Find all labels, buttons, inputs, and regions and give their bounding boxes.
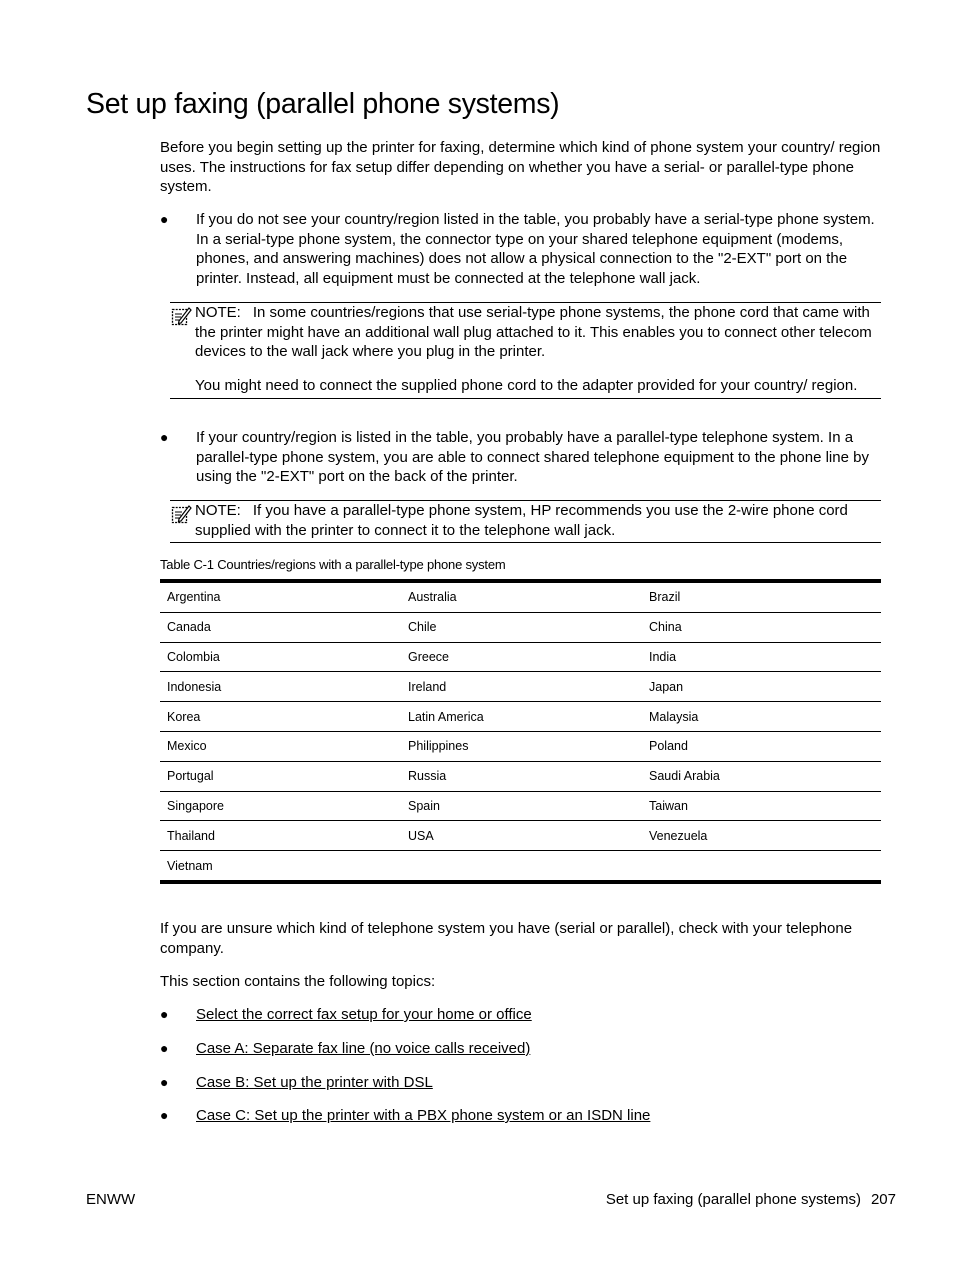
topic-link-case-a[interactable]: Case A: Separate fax line (no voice calls received) xyxy=(196,1040,531,1057)
table-cell: Mexico xyxy=(160,731,401,761)
table-cell: Philippines xyxy=(401,731,642,761)
footer-section xyxy=(606,1191,896,1208)
note-paragraph xyxy=(195,303,881,362)
list-item xyxy=(160,1005,882,1025)
table-cell: Russia xyxy=(401,761,642,791)
note-paragraph xyxy=(195,501,881,540)
page-title: Set up faxing (parallel phone systems) xyxy=(86,88,560,120)
note-paragraph-2: You might need to connect the supplied phone cord to the adapter provided for your country/ region. xyxy=(195,376,858,394)
table-cell xyxy=(401,851,642,882)
table-cell: Brazil xyxy=(642,581,881,612)
table-cell: Poland xyxy=(642,731,881,761)
bullet-text: If you do not see your country/region listed in the table, you probably have a serial-type phone system. In a serial-type phone system, the connector type on your shared telephone equipment (modems, phones, and answering machines) does not allow a physical connection to the "2-EXT" port on the printer. Instead, all equipment must be connected at the telephone wall jack. xyxy=(196,211,875,287)
table-cell: Portugal xyxy=(160,761,401,791)
table-cell: Malaysia xyxy=(642,702,881,732)
note-icon xyxy=(170,503,192,525)
table-cell: Latin America xyxy=(401,702,642,732)
list-item xyxy=(160,1073,882,1093)
unsure-paragraph: If you are unsure which kind of telephone system you have (serial or parallel), check with your telephone company. xyxy=(160,920,853,957)
note-parallel-cord xyxy=(170,500,881,543)
table-cell: Spain xyxy=(401,791,642,821)
table-caption: Table C-1 Countries/regions with a parallel-type phone system xyxy=(160,557,506,572)
table-row xyxy=(160,672,881,702)
topics-intro: This section contains the following topics: xyxy=(160,973,436,990)
table-row xyxy=(160,581,881,612)
note-label: NOTE: xyxy=(195,502,241,519)
note-serial-cord xyxy=(170,302,881,399)
intro-paragraph: Before you begin setting up the printer for faxing, determine which kind of phone system your country/ region uses. The instructions for fax setup differ depending on whether you have a serial- or parallel-type phone system. xyxy=(160,139,881,195)
table-cell: India xyxy=(642,642,881,672)
bullet-icon: ● xyxy=(160,429,169,445)
table-row xyxy=(160,642,881,672)
table-cell: Singapore xyxy=(160,791,401,821)
table-cell: Indonesia xyxy=(160,672,401,702)
page-number: 207 xyxy=(870,1191,896,1208)
table-cell xyxy=(642,851,881,882)
table-row xyxy=(160,851,881,882)
table-cell: Argentina xyxy=(160,581,401,612)
bullet-text: If your country/region is listed in the table, you probably have a parallel-type telephone system. In a parallel-type phone system, you are able to connect shared telephone equipment to the phone line by using the "2-EXT" port on the back of the printer. xyxy=(196,429,869,485)
table-cell: Canada xyxy=(160,612,401,642)
table-cell: USA xyxy=(401,821,642,851)
footer-enww: ENWW xyxy=(86,1191,136,1208)
table-cell: Australia xyxy=(401,581,642,612)
bullet-icon: ● xyxy=(160,1107,169,1123)
topic-link-case-b[interactable]: Case B: Set up the printer with DSL xyxy=(196,1074,433,1091)
bullet-serial-system xyxy=(160,210,882,288)
table-cell: Saudi Arabia xyxy=(642,761,881,791)
table-cell: Greece xyxy=(401,642,642,672)
bullet-icon: ● xyxy=(160,1006,169,1022)
table-cell: Ireland xyxy=(401,672,642,702)
table-row xyxy=(160,612,881,642)
table-cell: Chile xyxy=(401,612,642,642)
footer-section-title: Set up faxing (parallel phone systems) xyxy=(605,1191,861,1208)
list-item xyxy=(160,1039,882,1059)
bullet-icon: ● xyxy=(160,1074,169,1090)
table-row xyxy=(160,731,881,761)
table-cell: China xyxy=(642,612,881,642)
table-row xyxy=(160,761,881,791)
bullet-icon: ● xyxy=(160,1040,169,1056)
table-row xyxy=(160,791,881,821)
table-cell: Venezuela xyxy=(642,821,881,851)
note-text: In some countries/regions that use serial-type phone systems, the phone cord that came with the printer might have an additional wall plug attached to it. This enables you to connect other telecom devices to the wall jack where you plug in the printer. xyxy=(195,304,872,360)
countries-table xyxy=(160,579,881,884)
table-row xyxy=(160,702,881,732)
table-cell: Korea xyxy=(160,702,401,732)
topic-link-case-c[interactable]: Case C: Set up the printer with a PBX phone system or an ISDN line xyxy=(196,1107,651,1124)
bullet-icon: ● xyxy=(160,211,169,227)
list-item xyxy=(160,1106,882,1126)
table-cell: Vietnam xyxy=(167,858,213,873)
table-row xyxy=(160,821,881,851)
table-cell: Japan xyxy=(642,672,881,702)
note-text: If you have a parallel-type phone system, HP recommends you use the 2-wire phone cord supplied with the printer to connect it to the telephone wall jack. xyxy=(195,502,848,539)
bullet-parallel-system xyxy=(160,428,882,487)
table-cell: Colombia xyxy=(160,642,401,672)
note-label: NOTE: xyxy=(195,304,241,321)
table-cell: Thailand xyxy=(160,821,401,851)
note-icon xyxy=(170,305,192,327)
table-cell: Taiwan xyxy=(642,791,881,821)
topic-link-select-setup[interactable]: Select the correct fax setup for your home or office xyxy=(196,1006,532,1023)
